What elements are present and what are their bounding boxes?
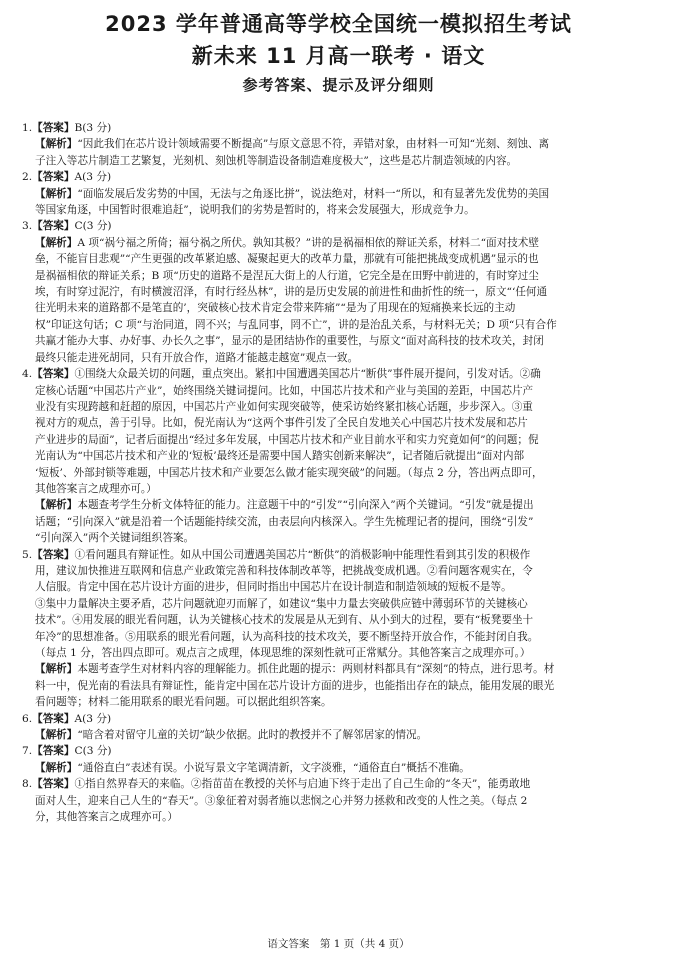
answer-line — [22, 481, 662, 497]
answer-text: 光南认为“中国芯片技术和产业的‘短板’最终还是需要中国人踏实创新来解决”，记者随后就提出“面对内部 — [35, 450, 525, 463]
answer-tag: 【答案】 — [32, 220, 75, 233]
answer-tag: 【解析】 — [35, 499, 78, 512]
answer-line — [22, 760, 662, 776]
exam-subtitle: 新未来 11 月高一联考 · 语文 — [191, 44, 486, 68]
answer-tag: 【答案】 — [32, 171, 75, 184]
answer-line — [22, 317, 662, 333]
question-number: 3. — [22, 220, 33, 233]
answer-line — [22, 218, 662, 234]
answer-line — [22, 743, 662, 759]
answer-text: ①看问题具有辩证性。如从中国公司遭遇美国芯片“断供”的消极影响中能理性看到其引发的积极作 — [74, 548, 531, 561]
answer-line — [22, 169, 662, 185]
exam-title: 2023 学年普通高等学校全国统一模拟招生考试 — [105, 12, 572, 36]
answer-text: 共赢才能办大事、办好事、办长久之事”，显示的是团结协作的重要性，与原文“面对高科技的技术攻关，封闭 — [35, 335, 544, 348]
answer-text: ①指自然界春天的来临。②指苗苗在教授的关怀与启迪下终于走出了自己生命的“冬天”，能勇敢地 — [74, 778, 531, 791]
answer-tag: 【答案】 — [32, 122, 75, 134]
answer-tag: 【答案】 — [32, 745, 75, 758]
answer-line — [22, 448, 662, 464]
answer-text: 业没有实现跨越和赶超的原因，中国芯片产业如何实现突破等，使采访始终紧扣核心话题，步步深入。③重 — [35, 400, 533, 413]
page-footer: 语文答案 第 1 页（共 4 页） — [267, 938, 410, 950]
answer-text: 等国家角逐，中国暂时很难追赶”，说明我们的劣势是暂时的，将来会发展强大，形成竞争力。 — [35, 204, 475, 217]
answer-text: 话题；“引向深入”就是沿着一个话题能持续交流，由表层向内核深入。学生先梳理记者的提问，围绕“引发” — [35, 515, 534, 528]
answer-text: 其他答案言之成理亦可。） — [35, 482, 157, 495]
answer-text: ①围绕大众最关切的问题，重点突出。紧扣中国遭遇美国芯片“断供”事件展开提问，引发对话。②确 — [74, 368, 541, 381]
answer-line — [22, 497, 662, 513]
question-number: 5. — [22, 548, 33, 561]
answer-tag: 【解析】 — [35, 236, 78, 249]
answer-text: “暗含着对留守儿童的关切”缺少依据。此时的教授并不了解邻居家的情况。 — [77, 729, 428, 742]
answer-tag: 【解析】 — [35, 729, 78, 742]
answer-text: 视对方的观点，善于引导。比如，倪光南认为“这两个事件引发了全民自发地关心中国芯片技术发展和芯片 — [35, 417, 528, 430]
answer-line — [22, 711, 662, 727]
answer-line — [22, 300, 662, 316]
answer-tag: 【答案】 — [32, 712, 75, 725]
answer-text: 定核心话题“中国芯片产业”，始终围绕关键词提问。比如，中国芯片技术和产业与美国的差距，中国芯片产 — [35, 384, 534, 397]
question-number: 6. — [22, 712, 33, 725]
answer-text: 权”印证这句话；C 项“与治同道，罔不兴；与乱同事，罔不亡”，讲的是治乱关系，与材料无关；D 项“只有合作 — [35, 318, 557, 331]
answer-line — [22, 136, 662, 152]
answer-text: A 项“祸兮福之所倚；福兮祸之所伏。孰知其极？”讲的是祸福相依的辩证关系，材料二“面对技术壁 — [77, 236, 539, 249]
answer-line — [22, 235, 662, 251]
answer-line — [22, 596, 662, 612]
answer-text: 看问题等；材料二能用联系的眼光看问题。可以据此组织答案。 — [35, 696, 332, 709]
answer-text: 往光明未来的道路都不是笔直的’，突破核心技术肯定会带来阵痛”“是为了用现在的短痛换来长远的主动 — [35, 302, 516, 315]
answer-line — [22, 366, 662, 382]
answer-text: 产业进步的局面”，记者后面提出“经过多年发展，中国芯片技术和产业目前水平和实力究竟如何”的问题；倪 — [35, 433, 539, 446]
answer-line — [22, 547, 662, 563]
answer-text: B(3 分) — [74, 122, 112, 134]
answer-text: “面临发展后发劣势的中国，无法与之角逐比拼”，说法绝对，材料一“所以，和有显著先发优势的美国 — [77, 187, 550, 200]
section-heading: 参考答案、提示及评分细则 — [242, 76, 435, 94]
answer-line — [22, 284, 662, 300]
answer-line — [22, 793, 662, 809]
answer-line — [22, 383, 662, 399]
answer-text: C(3 分) — [74, 745, 112, 758]
answer-text: 用，建议加快推进互联网和信息产业政策完善和科技体制改革等，把挑战变成机遇。②看问题客观实在，令 — [35, 564, 533, 577]
answer-line — [22, 563, 662, 579]
question-number: 7. — [22, 745, 33, 758]
answer-line — [22, 776, 662, 792]
answer-text: “因此我们在芯片设计领域需要不断提高”与原文意思不符，弄错对象，由材料一可知“光刻、刻蚀、离 — [77, 138, 550, 151]
answer-tag: 【解析】 — [35, 138, 78, 151]
answer-line — [22, 399, 662, 415]
answer-text: “引向深入”两个关键词组织答案。 — [35, 532, 195, 545]
answer-tag: 【解析】 — [35, 761, 78, 774]
answer-text: 埃，有时穿过泥泞，有时横渡沼泽，有时行经丛林”，讲的是历史发展的前进性和曲折性的统一，原文“‘任何通 — [35, 286, 548, 299]
answer-line — [22, 153, 662, 169]
answer-tag: 【解析】 — [35, 187, 78, 200]
answer-line — [22, 350, 662, 366]
answer-text: 子注入等芯片制造工艺繁复，光刻机、刻蚀机等制造设备制造难度极大”，这些是芯片制造领域的内容。 — [35, 154, 518, 167]
answer-line — [22, 268, 662, 284]
answer-text: 面对人生，迎来自己人生的“春天”。③象征着对弱者施以悲悯之心并努力拯救和改变的人性之美。（每点 2 — [35, 794, 528, 807]
answer-text: A(3 分) — [74, 171, 112, 184]
answer-line — [22, 678, 662, 694]
answer-text: ‘短板’、外部封锁等难题，中国芯片技术和产业要怎么做才能实现突破”的问题。（每点 2 分，答出两点即可， — [35, 466, 543, 479]
answer-text: 技术”。④用发展的眼光看问题，认为关键核心技术的发展是从无到有、从小到大的过程，要有“板凳要坐十 — [35, 614, 534, 627]
answer-line — [22, 120, 662, 136]
answer-line — [22, 333, 662, 349]
answer-tag: 【答案】 — [32, 548, 75, 561]
answer-line — [22, 251, 662, 267]
answer-line — [22, 432, 662, 448]
answer-text: 最终只能走进死胡同，只有开放合作，道路才能越走越宽”观点一致。 — [35, 351, 359, 364]
answer-content — [22, 120, 662, 825]
answer-line — [22, 530, 662, 546]
answer-line — [22, 186, 662, 202]
answer-line — [22, 415, 662, 431]
answer-line — [22, 465, 662, 481]
answer-text: A(3 分) — [74, 712, 112, 725]
question-number: 8. — [22, 778, 33, 791]
answer-text: 本题查考学生分析文体特征的能力。注意题干中的“引发”“引向深入”两个关键词。“引发”就是提出 — [77, 499, 534, 512]
answer-line — [22, 629, 662, 645]
answer-line — [22, 727, 662, 743]
answer-line — [22, 809, 662, 825]
answer-text: “通俗直白”表述有误。小说写景文字笔调清新，文字淡雅，“通俗直白”概括不准确。 — [77, 761, 470, 774]
answer-line — [22, 645, 662, 661]
question-number: 4. — [22, 368, 33, 381]
answer-text: 垒，不能盲目悲观”“产生更强的改革紧迫感、凝聚起更大的改革力量，那就有可能把挑战变成机遇”显示的也 — [35, 253, 539, 266]
answer-line — [22, 661, 662, 677]
answer-tag: 【解析】 — [35, 663, 78, 676]
answer-line — [22, 202, 662, 218]
answer-text: C(3 分) — [74, 220, 112, 233]
answer-text: 料一中，倪光南的看法具有辩证性，能肯定中国在芯片设计方面的进步，也能指出存在的缺点，能用发展的眼光 — [35, 679, 555, 692]
answer-text: 分，其他答案言之成理亦可。） — [35, 811, 179, 824]
answer-text: 年冷”的思想准备。⑤用联系的眼光看问题，认为高科技的技术攻关，要不断坚持开放合作，不能封闭自我。 — [35, 630, 539, 643]
question-number: 2. — [22, 171, 33, 184]
answer-line — [22, 612, 662, 628]
answer-tag: 【答案】 — [32, 778, 75, 791]
answer-line — [22, 694, 662, 710]
answer-line — [22, 514, 662, 530]
answer-text: 本题考查学生对材料内容的理解能力。抓住此题的提示：两则材料都具有“深刻”的特点，进行思考。材 — [77, 663, 555, 676]
answer-text: ③集中力量解决主要矛盾，芯片问题就迎刃而解了，如建议“集中力量去突破供应链中薄弱环节的关键核心 — [35, 597, 528, 610]
answer-line — [22, 579, 662, 595]
answer-text: （每点 1 分，答出四点即可。观点言之成理，体现思维的深刻性就可正常赋分。其他答案言之成理亦可。） — [35, 647, 531, 659]
question-number: 1. — [22, 122, 33, 134]
answer-tag: 【答案】 — [32, 368, 75, 381]
answer-text: 是祸福相依的辩证关系；B 项“历史的道路不是涅瓦大街上的人行道，它完全是在田野中前进的，有时穿过尘 — [35, 269, 539, 282]
answer-text: 人信服。肯定中国在芯片设计方面的进步，但同时指出中国芯片在设计制造和制造领域的短板不是等。 — [35, 581, 512, 594]
